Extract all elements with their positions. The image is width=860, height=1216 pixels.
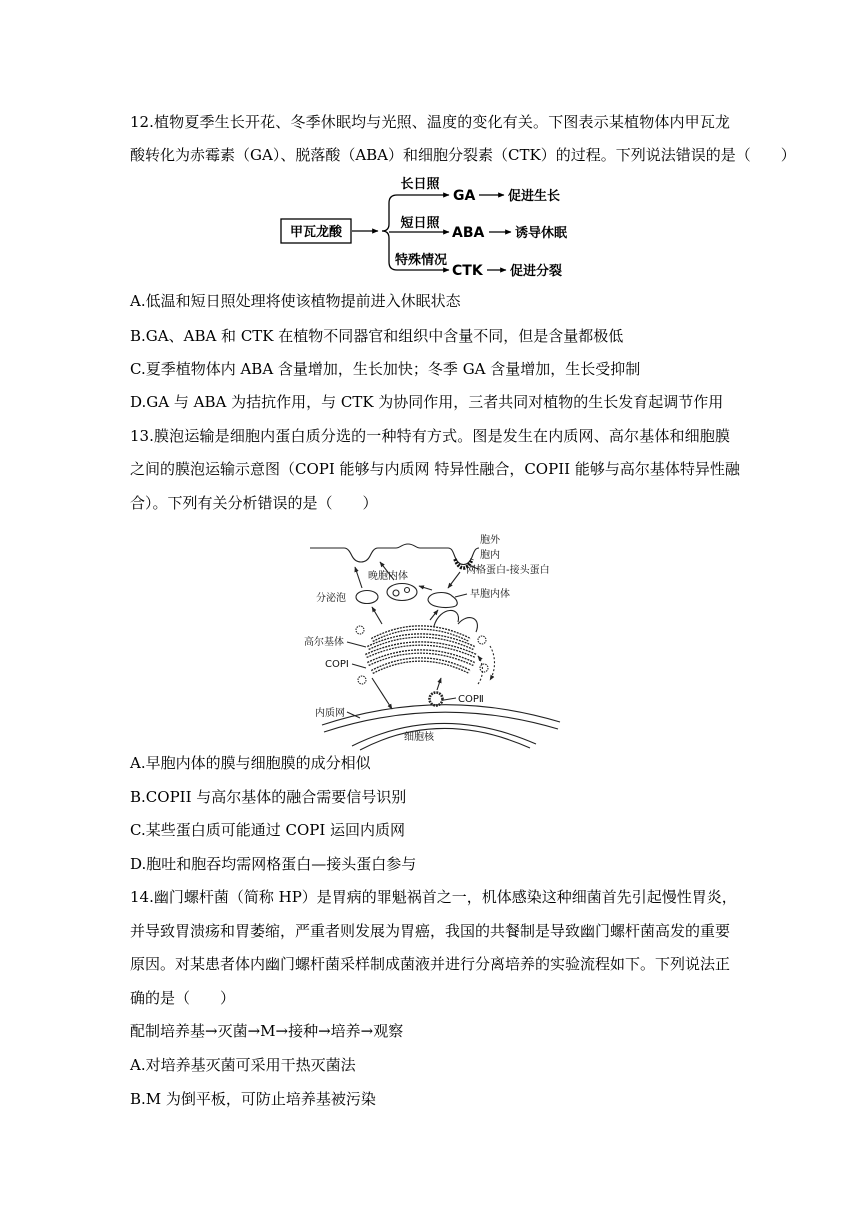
label-er: 内质网 (315, 708, 345, 719)
q12-option-b: B.GA、ABA 和 CTK 在植物不同器官和组织中含量不同，但是含量都极低 (130, 327, 624, 345)
q13-option-d: D.胞吐和胞吞均需网格蛋白—接头蛋白参与 (130, 855, 417, 873)
trans-golgi-loop (434, 610, 458, 626)
label-early-endosome: 早胞内体 (470, 589, 510, 600)
product-aba: ABA (452, 225, 485, 241)
source-label: 甲瓦龙酸 (289, 225, 343, 240)
nuclear-envelope (352, 723, 536, 746)
pit-to-early-endosome-arrow (448, 572, 460, 588)
copi-to-er-arrow (372, 678, 392, 709)
label-clathrin-adaptor: 网格蛋白-接头蛋白 (466, 565, 550, 576)
retrograde-dotted-arrow (490, 646, 495, 680)
q13-option-b: B.COPII 与高尔基体的融合需要信号识别 (130, 788, 407, 806)
q14-stem-line-1: 14.幽门螺杆菌（简称 HP）是胃病的罪魁祸首之一，机体感染这种细菌首先引起慢性胃炎， (130, 888, 737, 906)
label-inside: 胞内 (480, 550, 500, 561)
golgi-leader (347, 642, 366, 647)
golgi-apparatus (356, 610, 488, 684)
golgi-vesicle (356, 626, 364, 634)
branch-condition-short-day: 短日照 (400, 216, 440, 231)
label-copii: COPⅡ (458, 694, 484, 705)
q14-stem-line-3: 原因。对某患者体内幽门螺杆菌采样制成菌液并进行分离培养的实验流程如下。下列说法正 (130, 955, 731, 973)
cell-membrane (310, 544, 479, 565)
copi-leader (352, 664, 366, 668)
golgi-vesicle (358, 676, 366, 684)
golgi-vesicle (480, 664, 488, 672)
q12-mevalonate-diagram (270, 172, 590, 284)
effect-division: 促进分裂 (510, 264, 563, 279)
late-endosome-inner-vesicle (405, 588, 410, 593)
label-golgi: 高尔基体 (304, 637, 344, 648)
golgi-to-early-endosome-arrow (430, 610, 438, 620)
label-secretory-vesicle: 分泌泡 (316, 593, 346, 604)
q13-option-a: A.早胞内体的膜与细胞膜的成分相似 (130, 754, 371, 772)
copii-to-golgi-arrow (437, 678, 441, 690)
q13-stem-line-1: 13.膜泡运输是细胞内蛋白质分选的一种特有方式。图是发生在内质网、高尔基体和细胞膜 (130, 427, 730, 445)
nuclear-envelope (360, 728, 530, 750)
effect-growth: 促进生长 (508, 189, 561, 204)
label-outside: 胞外 (480, 535, 500, 546)
q12-option-d: D.GA 与 ABA 为拮抗作用，与 CTK 为协同作用，三者共同对植物的生长发育起调节作用 (130, 393, 724, 411)
copii-leader (444, 698, 456, 700)
product-ga: GA (453, 188, 476, 204)
branch-condition-special: 特殊情况 (394, 253, 448, 268)
label-late-endosome: 晚胞内体 (368, 571, 408, 582)
label-copi: COPI (325, 659, 349, 670)
effect-dormancy: 诱导休眠 (515, 226, 568, 241)
golgi-to-secretory-vesicle-arrow (372, 607, 382, 624)
trans-golgi-loop (458, 618, 477, 632)
q14-stem-line-2: 并导致胃溃疡和胃萎缩，严重者则发展为胃癌，我国的共餐制是导致幽门螺杆菌高发的重要 (130, 922, 731, 940)
q12-option-c: C.夏季植物体内 ABA 含量增加，生长加快；冬季 GA 含量增加，生长受抑制 (130, 360, 641, 378)
product-ctk: CTK (452, 263, 483, 279)
golgi-vesicle (478, 636, 486, 644)
q12-stem-line-2: 酸转化为赤霉素（GA）、脱落酸（ABA）和细胞分裂素（CTK）的过程。下列说法错误的是（ ） (130, 146, 796, 164)
q14-option-a: A.对培养基灭菌可采用干热灭菌法 (130, 1056, 356, 1074)
copii-vesicle (430, 693, 443, 706)
early-endosome-leader (455, 594, 467, 597)
q13-stem-line-2: 之间的膜泡运输示意图（COPI 能够与内质网 特异性融合，COPII 能够与高尔基体特异性融 (130, 460, 740, 478)
late-endosome-inner-vesicle (393, 590, 399, 596)
q14-stem-line-4: 确的是（ ） (130, 989, 236, 1007)
q12-option-a: A.低温和短日照处理将使该植物提前进入休眠状态 (130, 292, 461, 310)
early-endosome (428, 593, 457, 608)
q13-stem-line-3: 合）。下列有关分析错误的是（ ） (130, 494, 378, 512)
q14-experiment-flow: 配制培养基→灭菌→M→接种→培养→观察 (130, 1022, 404, 1040)
q13-option-c: C.某些蛋白质可能通过 COPI 运回内质网 (130, 821, 406, 839)
late-endosome (387, 584, 417, 601)
branch-condition-long-day: 长日照 (400, 177, 440, 192)
q12-stem-line-1: 12.植物夏季生长开花、冬季休眠均与光照、温度的变化有关。下图表示某植物体内甲瓦龙 (130, 113, 730, 131)
label-nucleus: 细胞核 (404, 732, 434, 743)
q14-option-b: B.M 为倒平板，可防止培养基被污染 (130, 1090, 376, 1108)
secretory-vesicle (356, 591, 378, 604)
secretory-vesicle-to-membrane-arrow (355, 567, 362, 588)
q13-vesicle-transport-diagram (300, 530, 568, 752)
early-to-late-endosome-arrow (419, 586, 432, 590)
